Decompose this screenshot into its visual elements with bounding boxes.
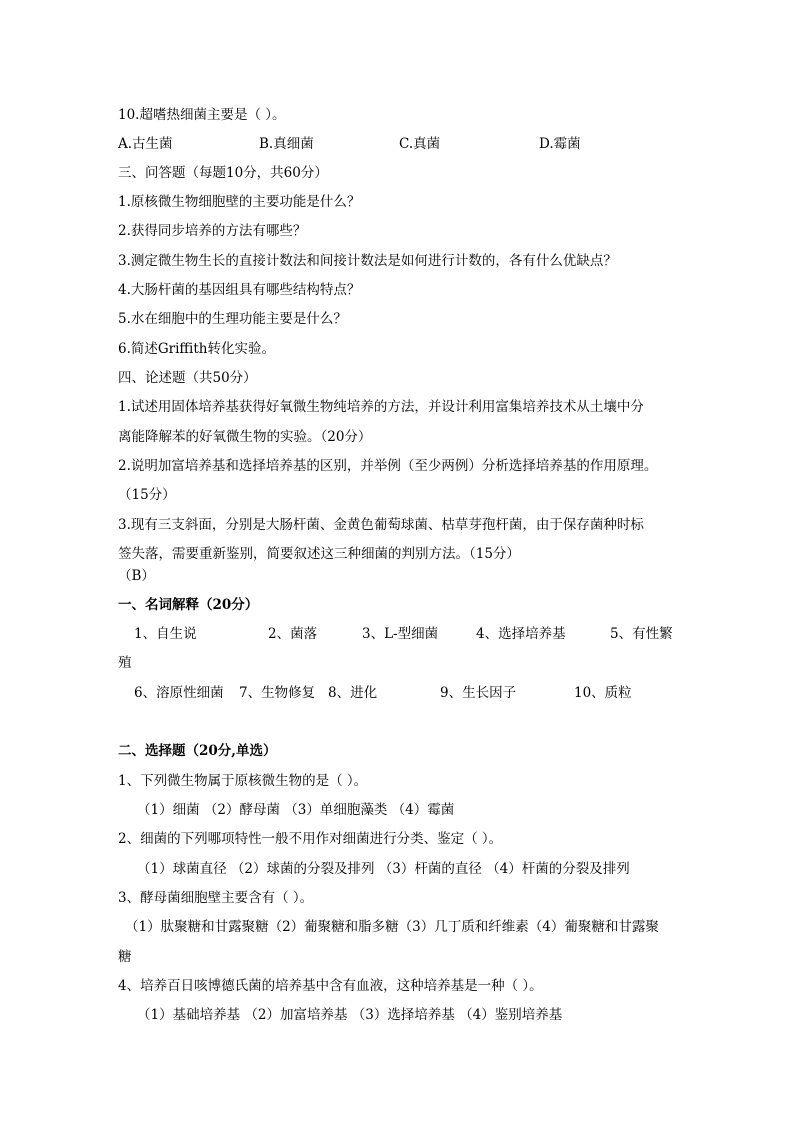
section2-heading: 二、选择题（20分,单选） — [118, 743, 277, 759]
choice-q3-options-line2: 糖 — [118, 949, 132, 965]
section3-heading: 三、问答题（每题10分，共60分） — [118, 165, 328, 181]
terms-row-1-wrap: 殖 — [118, 655, 132, 671]
term-item: 4、选择培养基 — [476, 626, 566, 642]
section3-item: 4.大肠杆菌的基因组具有哪些结构特点？ — [118, 282, 361, 298]
terms-row-2 — [118, 684, 688, 702]
term-item: 8、进化 — [328, 685, 378, 701]
choice-q2-stem: 2、细菌的下列哪项特性一般不用作对细菌进行分类、鉴定（ ）。 — [118, 831, 503, 847]
section4-q3-line2: 签失落，需要重新鉴别，简要叙述这三种细菌的判别方法。（15分） — [118, 546, 520, 562]
q10-option-a: A.古生菌 — [118, 136, 173, 152]
choice-q4-options: （1）基础培养基 （2）加富培养基 （3）选择培养基 （4）鉴别培养基 — [137, 1007, 563, 1023]
choice-q1-options: （1）细菌 （2）酵母菌 （3）单细胞藻类 （4）霉菌 — [137, 802, 455, 818]
choice-q3-stem: 3、酵母菌细胞壁主要含有（ ）。 — [118, 890, 314, 906]
term-item: 7、生物修复 — [239, 685, 316, 701]
q10-stem: 10.超嗜热细菌主要是（ ）。 — [118, 107, 286, 123]
terms-row-1 — [118, 625, 688, 643]
q10-option-c: C.真菌 — [399, 136, 441, 152]
section4-q1-line2: 离能降解苯的好氧微生物的实验。（20分） — [118, 429, 372, 445]
section3-item: 5.水在细胞中的生理功能主要是什么？ — [118, 311, 347, 327]
section4-q3-line1: 3.现有三支斜面，分别是大肠杆菌、金黄色葡萄球菌、枯草芽孢杆菌，由于保存菌种时标 — [118, 517, 644, 533]
choice-q4-stem: 4、培养百日咳博德氏菌的培养基中含有血液，这种培养基是一种（ ）。 — [118, 978, 543, 994]
section3-item: 1.原核微生物细胞壁的主要功能是什么？ — [118, 194, 361, 210]
term-item: 2、菌落 — [268, 626, 318, 642]
q10-option-d: D.霉菌 — [539, 136, 581, 152]
section3-item: 6.简述Griffith转化实验。 — [118, 341, 275, 357]
section4-q2-line2: （15分） — [118, 487, 176, 503]
choice-q2-options: （1）球菌直径 （2）球菌的分裂及排列 （3）杆菌的直径 （4）杆菌的分裂及排列 — [137, 861, 630, 877]
q10-options — [118, 135, 718, 153]
term-item: 6、溶原性细菌 — [134, 685, 224, 701]
section4-q2-line1: 2.说明加富培养基和选择培养基的区别，并举例（至少两例）分析选择培养基的作用原理。 — [118, 458, 658, 474]
section1-heading: 一、名词解释（20分） — [118, 597, 259, 613]
term-item: 3、L-型细菌 — [362, 626, 439, 642]
section3-item: 3.测定微生物生长的直接计数法和间接计数法是如何进行计数的，各有什么优缺点？ — [118, 253, 617, 269]
choice-q3-options-line1: （1）肽聚糖和甘露聚糖（2）葡聚糖和脂多糖（3）几丁质和纤维素（4）葡聚糖和甘露聚 — [125, 919, 659, 935]
term-item: 9、生长因子 — [440, 685, 517, 701]
section3-item: 2.获得同步培养的方法有哪些？ — [118, 223, 307, 239]
term-item: 1、自生说 — [134, 626, 197, 642]
section4-heading: 四、论述题（共50分） — [118, 370, 257, 386]
term-item: 5、有性繁 — [610, 626, 673, 642]
section4-q1-line1: 1.试述用固体培养基获得好氧微生物纯培养的方法，并设计利用富集培养技术从土壤中分 — [118, 399, 644, 415]
part-b-label: （B） — [118, 568, 155, 584]
q10-option-b: B.真细菌 — [259, 136, 314, 152]
term-item: 10、质粒 — [574, 685, 632, 701]
choice-q1-stem: 1、下列微生物属于原核微生物的是（ ）。 — [118, 773, 368, 789]
